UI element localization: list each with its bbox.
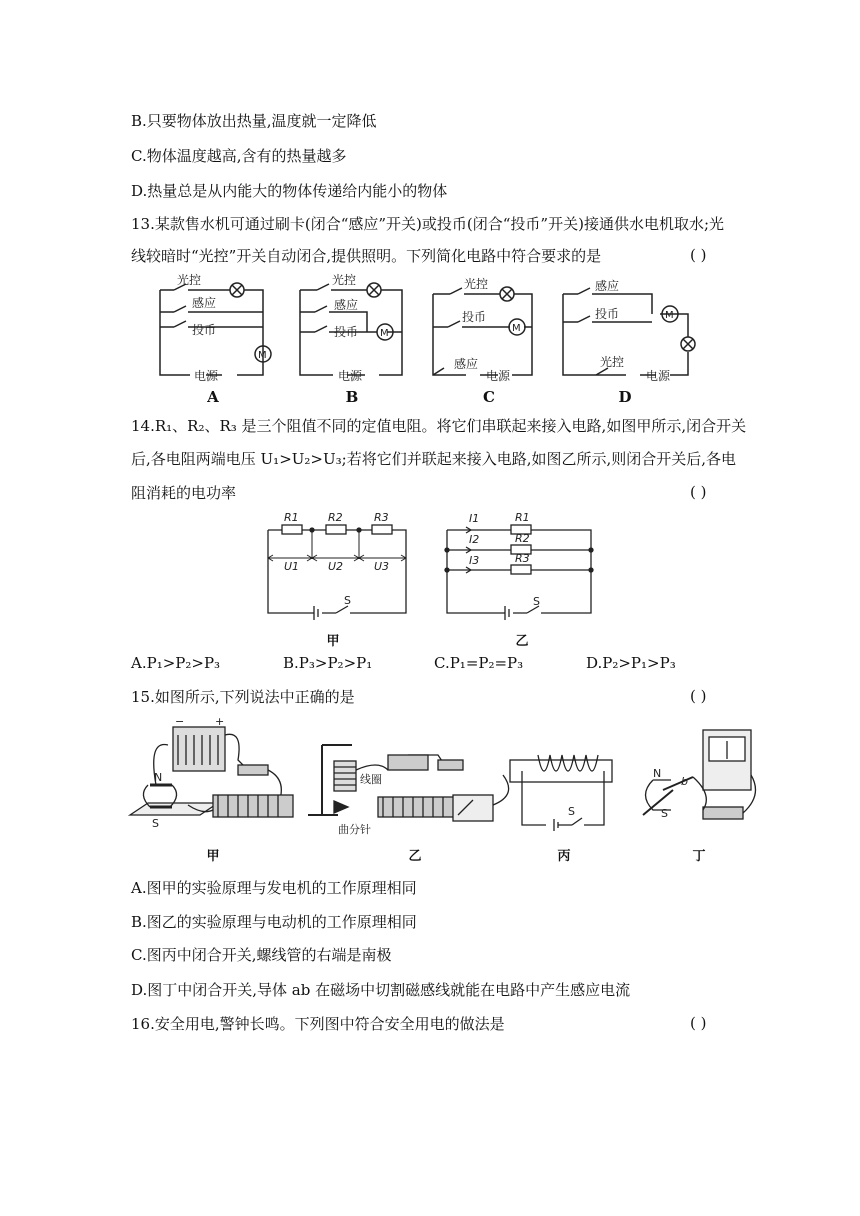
q15-answer-blank: ( ) bbox=[690, 687, 707, 705]
circuit-a bbox=[160, 272, 271, 383]
fig-jia-generator-setup bbox=[130, 715, 293, 830]
q14-option-c: C.P₁=P₂=P₃ bbox=[434, 654, 524, 672]
q14-caption-yi: 乙 bbox=[515, 634, 529, 649]
label-plus: + bbox=[215, 715, 225, 728]
label-power: 电源 bbox=[194, 369, 219, 383]
label-motor: M bbox=[665, 310, 674, 321]
label-r2: R2 bbox=[328, 511, 343, 524]
label-motor: M bbox=[380, 328, 389, 339]
q15-figures bbox=[128, 715, 758, 840]
q15-option-b: B.图乙的实验原理与电动机的工作原理相同 bbox=[131, 913, 417, 931]
label-north: N bbox=[653, 767, 662, 780]
q14-stem-line1: 14.R₁、R₂、R₃ 是三个阻值不同的定值电阻。将它们串联起来接入电路,如图甲所示,闭合开关 bbox=[131, 417, 747, 435]
label-light: 光控 bbox=[464, 277, 489, 291]
q15-caption-bing: 丙 bbox=[557, 849, 571, 864]
label-r1: R1 bbox=[284, 511, 299, 524]
q14-stem-line3: 阻消耗的电功率 bbox=[131, 484, 237, 502]
q13-answer-blank: ( ) bbox=[690, 246, 707, 264]
q14-caption-jia: 甲 bbox=[326, 634, 340, 649]
label-sense: 感应 bbox=[334, 298, 359, 312]
circuit-d bbox=[563, 278, 695, 383]
q13-caption-d: D bbox=[618, 388, 632, 406]
q12-option-c: C.物体温度越高,含有的热量越多 bbox=[131, 147, 347, 165]
q16-answer-blank: ( ) bbox=[690, 1014, 707, 1032]
q14-option-d: D.P₂>P₁>P₃ bbox=[586, 654, 676, 672]
label-light: 光控 bbox=[177, 273, 202, 287]
fig-bing-solenoid bbox=[510, 755, 612, 831]
q14-figure-parallel bbox=[441, 508, 596, 623]
label-power: 电源 bbox=[486, 369, 511, 383]
fig-ding-induction-setup bbox=[643, 730, 756, 820]
q15-option-d: D.图丁中闭合开关,导体 ab 在磁场中切割磁感线就能在电路中产生感应电流 bbox=[131, 981, 631, 999]
label-light: 光控 bbox=[600, 355, 625, 369]
q14-figure-series bbox=[262, 508, 412, 623]
q15-caption-ding: 丁 bbox=[692, 849, 706, 864]
q13-stem-line1: 13.某款售水机可通过刷卡(闭合“感应”开关)或投币(闭合“投币”开关)接通供水电机取水;光 bbox=[131, 215, 724, 233]
q13-stem-line2: 线较暗时“光控”开关自动闭合,提供照明。下列简化电路中符合要求的是 bbox=[131, 247, 602, 265]
label-u1: U1 bbox=[284, 560, 300, 573]
q15-option-a: A.图甲的实验原理与发电机的工作原理相同 bbox=[131, 879, 417, 897]
label-switch: S bbox=[344, 594, 351, 607]
label-u3: U3 bbox=[374, 560, 390, 573]
q12-option-b: B.只要物体放出热量,温度就一定降低 bbox=[131, 112, 377, 130]
label-minus: − bbox=[175, 715, 185, 728]
label-switch: S bbox=[533, 595, 540, 608]
label-r1: R1 bbox=[515, 511, 530, 524]
label-b: b bbox=[681, 775, 688, 788]
label-south: S bbox=[661, 807, 668, 820]
label-u2: U2 bbox=[328, 560, 344, 573]
label-power: 电源 bbox=[646, 369, 671, 383]
label-coin: 投币 bbox=[462, 310, 487, 324]
fig-yi-oersted-setup bbox=[308, 745, 509, 836]
label-coin: 投币 bbox=[595, 307, 620, 321]
q16-stem: 16.安全用电,警钟长鸣。下列图中符合安全用电的做法是 bbox=[131, 1015, 505, 1033]
q12-option-d: D.热量总是从内能大的物体传递给内能小的物体 bbox=[131, 182, 448, 200]
q14-stem-line2: 后,各电阻两端电压 U₁>U₂>U₃;若将它们并联起来接入电路,如图乙所示,则闭合开关后,各电 bbox=[131, 450, 736, 468]
label-power: 电源 bbox=[338, 369, 363, 383]
q15-stem: 15.如图所示,下列说法中正确的是 bbox=[131, 688, 355, 706]
label-motor: M bbox=[258, 350, 267, 361]
label-compass-needle: 曲分针 bbox=[338, 823, 371, 836]
label-r3: R3 bbox=[374, 511, 389, 524]
label-i1: I1 bbox=[469, 512, 480, 525]
label-sense: 感应 bbox=[192, 296, 217, 310]
label-i3: I3 bbox=[469, 554, 480, 567]
q15-caption-jia: 甲 bbox=[206, 849, 220, 864]
q15-option-c: C.图丙中闭合开关,螺线管的右端是南极 bbox=[131, 946, 392, 964]
label-south: S bbox=[152, 817, 159, 830]
label-sense: 感应 bbox=[595, 279, 620, 293]
q13-caption-b: B bbox=[345, 388, 359, 406]
label-coil: 线圈 bbox=[360, 773, 382, 786]
circuit-b bbox=[300, 272, 402, 383]
label-switch: S bbox=[568, 805, 575, 818]
label-i2: I2 bbox=[469, 533, 480, 546]
q15-caption-yi: 乙 bbox=[408, 849, 422, 864]
label-light: 光控 bbox=[332, 273, 357, 287]
q13-circuit-figures bbox=[150, 272, 710, 407]
label-r3: R3 bbox=[515, 552, 530, 565]
label-coin: 投币 bbox=[334, 325, 359, 339]
label-r2: R2 bbox=[515, 532, 530, 545]
q14-option-a: A.P₁>P₂>P₃ bbox=[131, 654, 221, 672]
label-motor: M bbox=[512, 323, 521, 334]
q14-answer-blank: ( ) bbox=[690, 483, 707, 501]
q13-caption-c: C bbox=[483, 388, 495, 406]
q14-option-b: B.P₃>P₂>P₁ bbox=[283, 654, 373, 672]
circuit-c bbox=[433, 276, 532, 383]
q13-caption-a: A bbox=[207, 388, 219, 406]
label-sense: 感应 bbox=[454, 357, 479, 371]
label-north: N bbox=[154, 771, 163, 784]
label-coin: 投币 bbox=[192, 323, 217, 337]
